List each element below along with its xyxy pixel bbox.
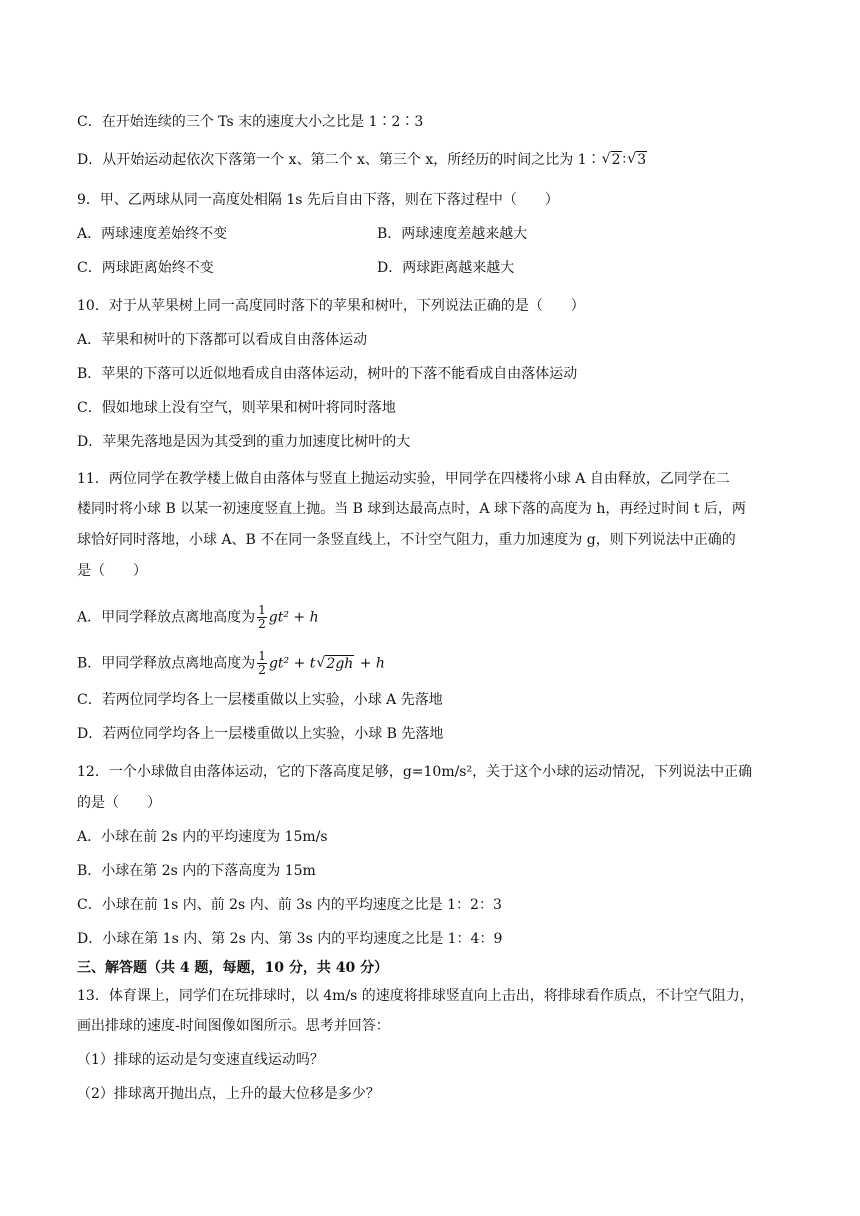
q11-stem-line-1: 11．两位同学在教学楼上做自由落体与竖直上抛运动实验，甲同学在四楼将小球 A 自由释放，乙同学在二 [77, 471, 730, 487]
q10-option-b: B．苹果的下落可以近似地看成自由落体运动，树叶的下落不能看成自由落体运动 [77, 366, 578, 382]
q8-option-d [77, 150, 648, 170]
q12-stem-line-1: 12．一个小球做自由落体运动，它的下落高度足够，g=10m/s²，关于这个小球的运动情况，下列说法中正确 [77, 764, 753, 780]
q12-stem-line-2: 的是（ ） [77, 795, 161, 811]
q12-option-a: A．小球在前 2s 内的平均速度为 15m/s [77, 829, 328, 845]
section-3-heading: 三、解答题（共 4 题，每题，10 分，共 40 分） [77, 960, 389, 976]
q10-option-d: D．苹果先落地是因为其受到的重力加速度比树叶的大 [77, 434, 411, 450]
q11-option-b-formula-part1: gt² + t [268, 655, 316, 672]
q8-option-d-text: D．从开始运动起依次下落第一个 x、第二个 x、第三个 x，所经历的时间之比为 1∶ [77, 152, 601, 168]
q11-option-b [77, 650, 385, 677]
ratio-separator: ∶ [622, 152, 627, 168]
q11-option-b-formula-part2: + h [355, 655, 385, 672]
q11-option-a [77, 604, 319, 631]
sqrt-three: √ 3 [627, 150, 647, 170]
q12-option-c: C．小球在前 1s 内、前 2s 内、前 3s 内的平均速度之比是 1：2：3 [77, 897, 502, 913]
q10-stem: 10．对于从苹果树上同一高度同时落下的苹果和树叶，下列说法正确的是（ ） [77, 298, 585, 314]
q13-subquestion-1: （1）排球的运动是匀变速直线运动吗？ [77, 1052, 324, 1068]
q10-option-a: A．苹果和树叶的下落都可以看成自由落体运动 [77, 332, 368, 348]
q11-option-a-text: A．甲同学释放点离地高度为 [77, 609, 256, 626]
q9-option-c: C．两球距离始终不变 [77, 260, 214, 276]
q11-stem-line-2: 楼同时将小球 B 以某一初速度竖直上抛。当 B 球到达最高点时，A 球下落的高度为 h，再经过时间 t 后，两 [77, 501, 746, 517]
q11-option-d: D．若两位同学均各上一层楼重做以上实验，小球 B 先落地 [77, 726, 444, 742]
q9-option-b: B．两球速度差越来越大 [377, 226, 528, 242]
q8-option-c: C．在开始连续的三个 Ts 末的速度大小之比是 1∶2∶3 [77, 114, 424, 130]
q13-subquestion-2: （2）排球离开抛出点，上升的最大位移是多少？ [77, 1086, 380, 1102]
q13-stem-line-2: 画出排球的速度-时间图像如图所示。思考并回答： [77, 1018, 390, 1034]
q11-stem-line-3: 球恰好同时落地，小球 A、B 不在同一条竖直线上，不计空气阻力，重力加速度为 g，则下列说法中正确的 [77, 532, 736, 548]
q9-option-a: A．两球速度差始终不变 [77, 226, 228, 242]
sqrt-two: √ 2 [602, 150, 622, 170]
q10-option-c: C．假如地球上没有空气，则苹果和树叶将同时落地 [77, 400, 396, 416]
q12-option-b: B．小球在第 2s 内的下落高度为 15m [77, 863, 316, 879]
fraction-one-half: $\frac{1}{2}$ [258, 649, 266, 677]
fraction-one-half: $\frac{1}{2}$ [258, 603, 266, 631]
q13-stem-line-1: 13．体育课上，同学们在玩排球时，以 4m/s 的速度将排球竖直向上击出，将排球看作质点，不计空气阻力， [77, 988, 754, 1004]
q9-stem: 9．甲、乙两球从同一高度处相隔 1s 先后自由下落，则在下落过程中（ ） [77, 192, 559, 208]
q11-option-b-text: B．甲同学释放点离地高度为 [77, 655, 256, 672]
q11-stem-line-4: 是（ ） [77, 563, 147, 579]
q12-option-d: D．小球在第 1s 内、第 2s 内、第 3s 内的平均速度之比是 1：4：9 [77, 931, 503, 947]
q11-option-c: C．若两位同学均各上一层楼重做以上实验，小球 A 先落地 [77, 692, 443, 708]
q9-option-d: D．两球距离越来越大 [377, 260, 515, 276]
sqrt-2gh: √ 2gh [316, 654, 354, 674]
q11-option-a-formula: gt² + h [268, 609, 319, 626]
